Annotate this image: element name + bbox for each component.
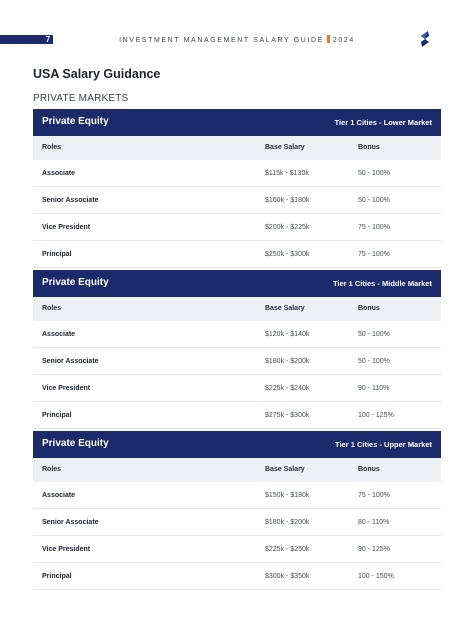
- table-row: [33, 321, 441, 348]
- salary-cell: $180k - $200k: [265, 519, 310, 526]
- table-row: [33, 509, 441, 536]
- bonus-cell: 90 - 125%: [358, 546, 390, 553]
- table-row: [33, 160, 441, 187]
- guide-title-text: INVESTMENT MANAGEMENT SALARY GUIDE: [119, 37, 324, 44]
- column-headers: [33, 297, 441, 321]
- role-cell: Senior Associate: [42, 197, 99, 204]
- role-cell: Associate: [42, 331, 76, 338]
- table-row: [33, 563, 441, 590]
- table-header-bar: [33, 431, 441, 458]
- salary-cell: $180k - $200k: [265, 358, 310, 365]
- column-base-salary: Base Salary: [265, 144, 305, 151]
- bonus-cell: 75 - 100%: [358, 492, 390, 499]
- salary-cell: $250k - $300k: [265, 251, 310, 258]
- bonus-cell: 100 - 150%: [358, 573, 394, 580]
- table-row: [33, 348, 441, 375]
- salary-cell: $200k - $225k: [265, 224, 310, 231]
- table-title: Private Equity: [42, 277, 109, 288]
- column-roles: Roles: [42, 305, 62, 312]
- table-title: Private Equity: [42, 438, 109, 449]
- bonus-cell: 50 - 100%: [358, 170, 390, 177]
- guide-title: [0, 35, 474, 45]
- salary-table-middle-market: [33, 270, 441, 429]
- role-cell: Associate: [42, 170, 76, 177]
- role-cell: Principal: [42, 251, 72, 258]
- role-cell: Senior Associate: [42, 358, 99, 365]
- salary-cell: $225k - $240k: [265, 385, 310, 392]
- page-header: [0, 32, 474, 48]
- table-market: Tier 1 Cities - Lower Market: [334, 118, 432, 127]
- bonus-cell: 100 - 125%: [358, 412, 394, 419]
- salary-cell: $150k - $180k: [265, 492, 310, 499]
- column-roles: Roles: [42, 144, 62, 151]
- salary-cell: $300k - $350k: [265, 573, 310, 580]
- role-cell: Principal: [42, 412, 72, 419]
- table-header-bar: [33, 270, 441, 297]
- role-cell: Vice President: [42, 546, 91, 553]
- table-row: [33, 375, 441, 402]
- column-bonus: Bonus: [358, 305, 380, 312]
- salary-cell: $115k - $130k: [265, 170, 309, 177]
- column-bonus: Bonus: [358, 144, 380, 151]
- bonus-cell: 90 - 110%: [358, 385, 390, 392]
- salary-cell: $120k - $140k: [265, 331, 310, 338]
- bonus-cell: 75 - 100%: [358, 251, 390, 258]
- salary-cell: $160k - $180k: [265, 197, 310, 204]
- column-bonus: Bonus: [358, 466, 380, 473]
- bonus-cell: 50 - 100%: [358, 358, 390, 365]
- table-market: Tier 1 Cities - Upper Market: [335, 440, 432, 449]
- salary-table-upper-market: [33, 431, 441, 590]
- table-row: [33, 241, 441, 268]
- page-title: USA Salary Guidance: [33, 67, 161, 81]
- role-cell: Associate: [42, 492, 76, 499]
- page-number: 7: [45, 35, 51, 44]
- bonus-cell: 50 - 100%: [358, 197, 390, 204]
- salary-cell: $225k - $250k: [265, 546, 310, 553]
- table-title: Private Equity: [42, 116, 109, 127]
- bonus-cell: 50 - 100%: [358, 331, 390, 338]
- table-row: [33, 482, 441, 509]
- bonus-cell: 75 - 100%: [358, 224, 390, 231]
- table-row: [33, 536, 441, 563]
- table-row: [33, 214, 441, 241]
- title-divider: [327, 35, 330, 43]
- column-headers: [33, 136, 441, 160]
- salary-cell: $275k - $300k: [265, 412, 310, 419]
- salary-table-lower-market: [33, 109, 441, 268]
- page-subtitle: PRIVATE MARKETS: [33, 93, 129, 104]
- table-row: [33, 402, 441, 429]
- column-roles: Roles: [42, 466, 62, 473]
- guide-year: 2024: [332, 37, 355, 44]
- column-base-salary: Base Salary: [265, 466, 305, 473]
- role-cell: Vice President: [42, 385, 91, 392]
- column-headers: [33, 458, 441, 482]
- role-cell: Vice President: [42, 224, 91, 231]
- column-base-salary: Base Salary: [265, 305, 305, 312]
- table-market: Tier 1 Cities - Middle Market: [332, 279, 432, 288]
- role-cell: Principal: [42, 573, 72, 580]
- table-header-bar: [33, 109, 441, 136]
- role-cell: Senior Associate: [42, 519, 99, 526]
- bonus-cell: 80 - 110%: [358, 519, 390, 526]
- table-row: [33, 187, 441, 214]
- company-logo-icon: [418, 30, 432, 48]
